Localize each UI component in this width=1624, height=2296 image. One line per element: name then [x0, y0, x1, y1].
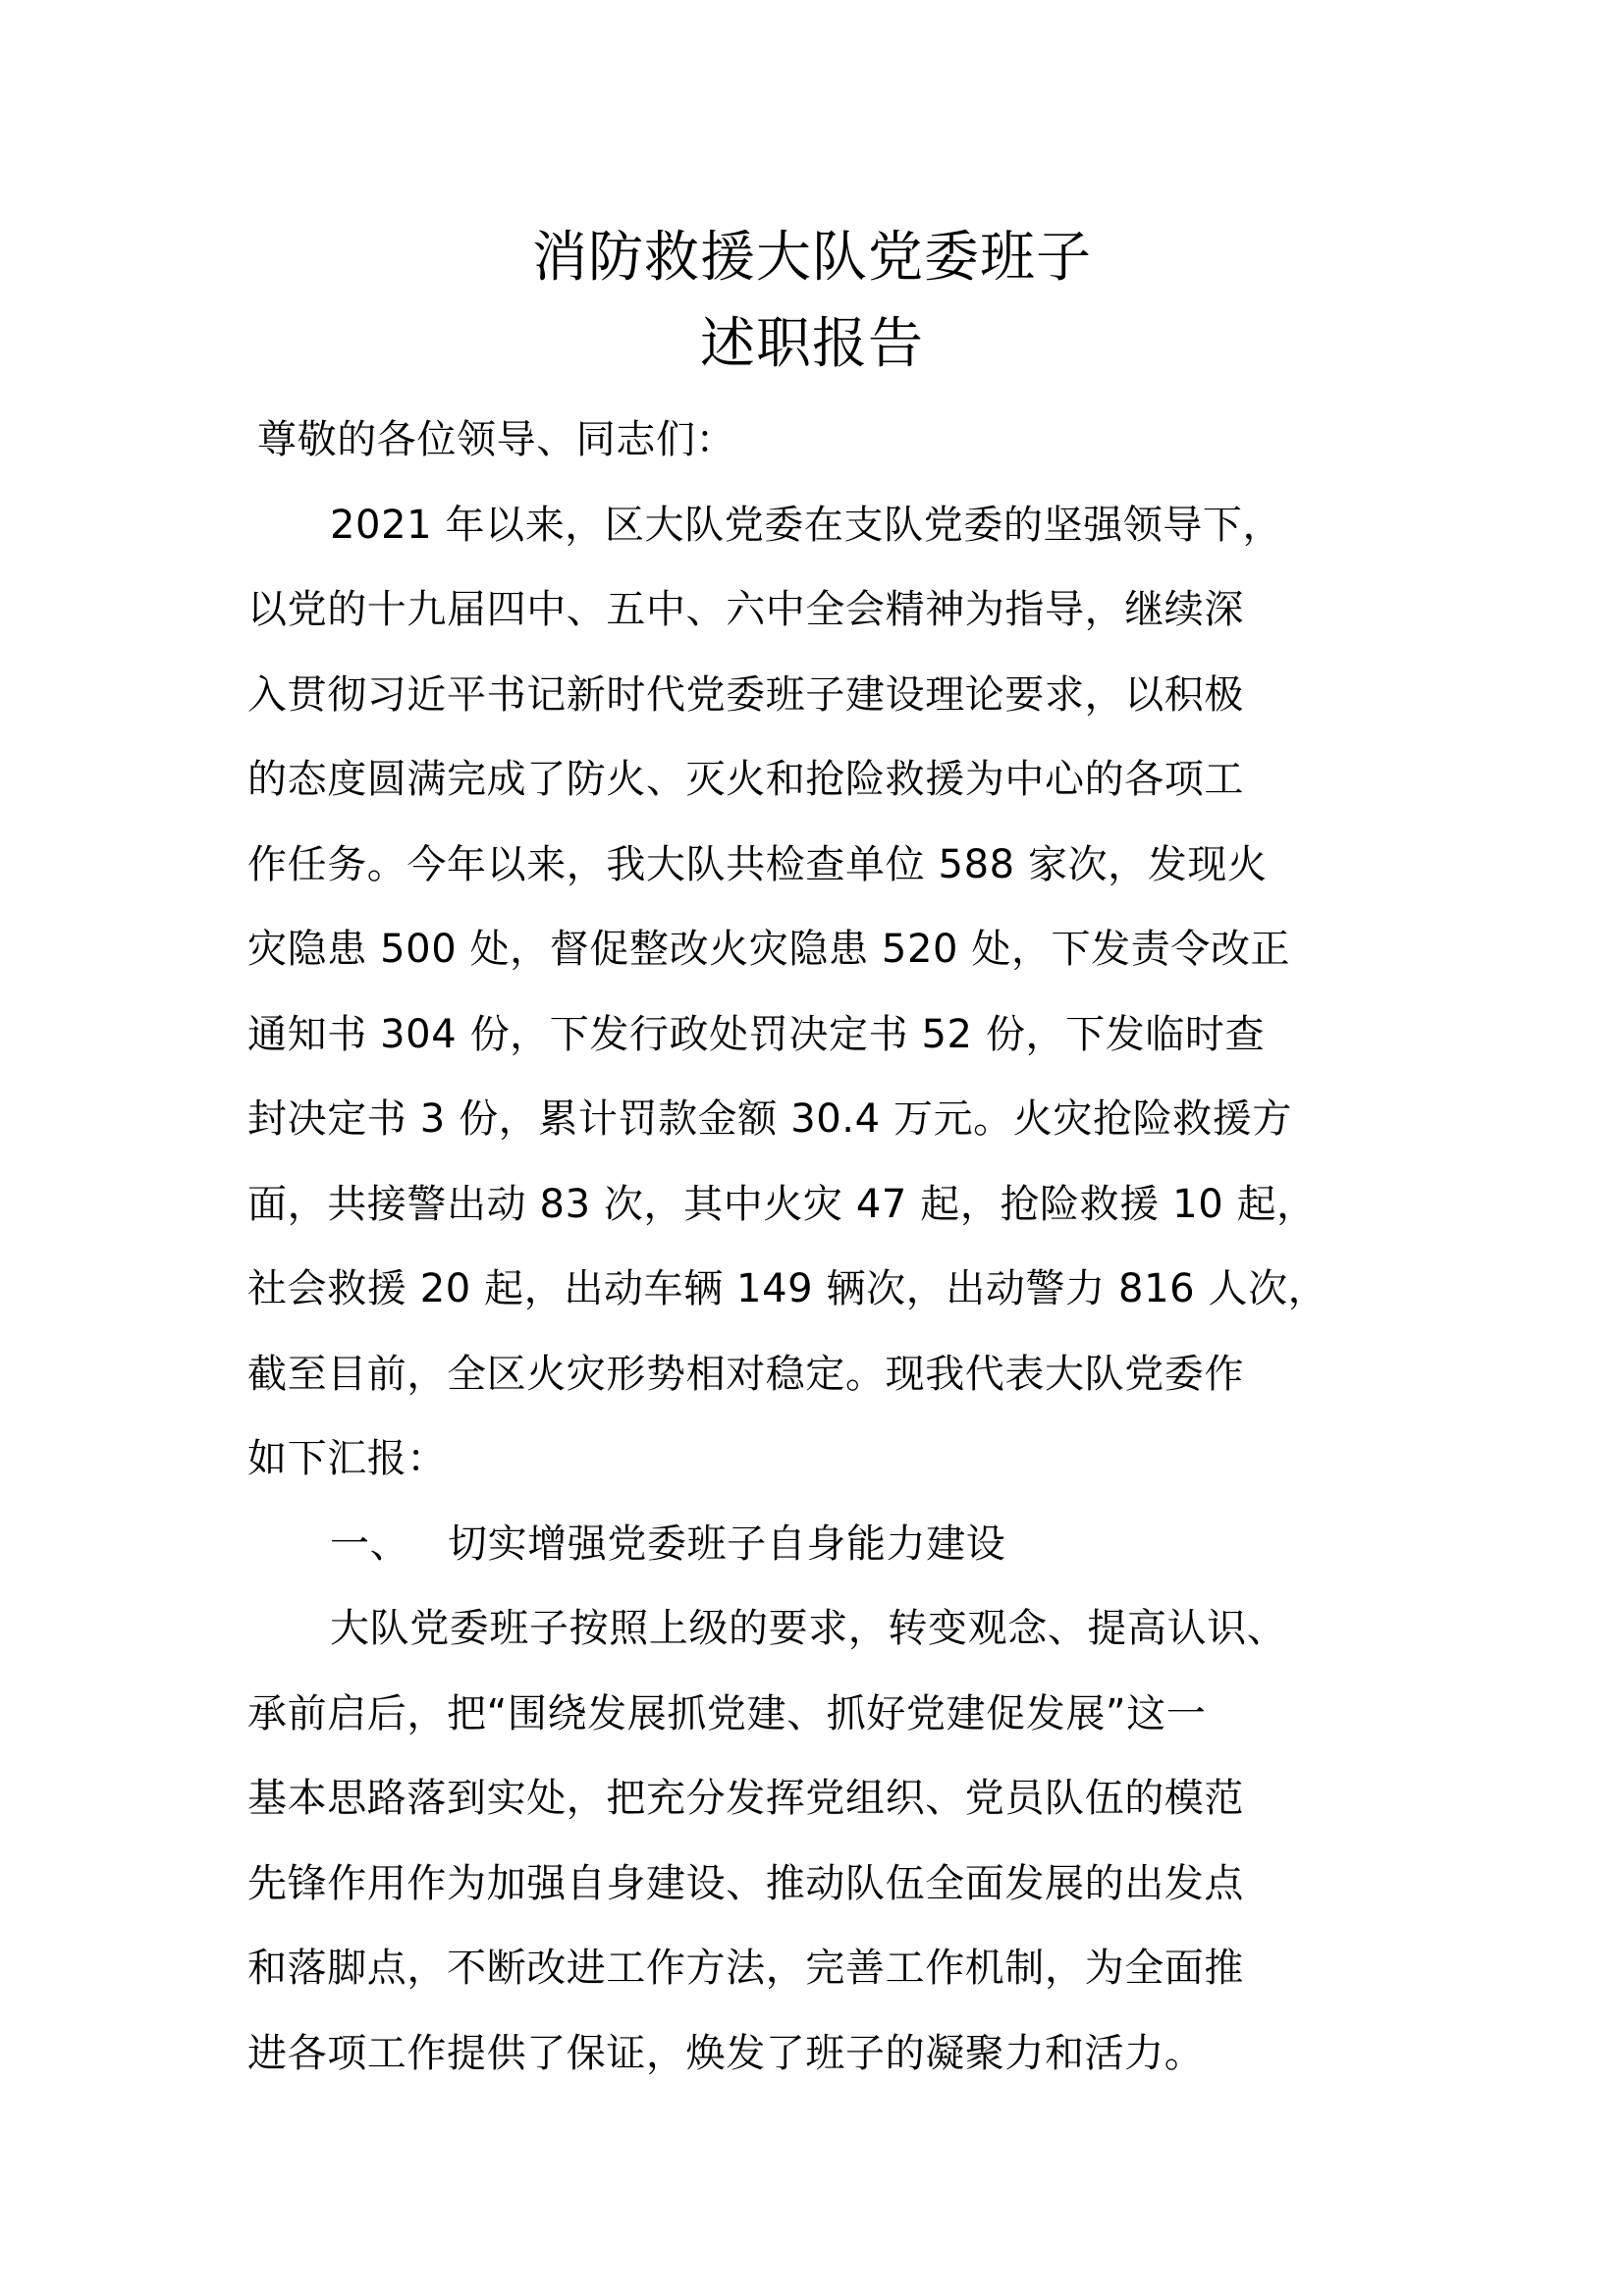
paragraph2-line: 承前启后，把“围绕发展抓党建、抓好党建促发展”这一: [247, 1690, 1207, 1736]
paragraph1-line: 以党的十九届四中、五中、六中全会精神为指导，继续深: [247, 587, 1244, 632]
salutation: 尊敬的各位领导、同志们：: [257, 417, 736, 462]
paragraph1-line: 社会救援 20 起，出动车辆 149 辆次，出动警力 816 人次，: [247, 1266, 1328, 1311]
section-heading-text: 切实增强党委班子自身能力建设: [448, 1521, 1006, 1567]
document-title-line1: 消防救援大队党委班子: [532, 226, 1092, 290]
paragraph2-line: 先锋作用作为加强自身建设、推动队伍全面发展的出发点: [247, 1860, 1244, 1906]
paragraph2-line: 进各项工作提供了保证，焕发了班子的凝聚力和活力。: [247, 2030, 1205, 2076]
paragraph1-line: 2021 年以来，区大队党委在支队党委的坚强领导下，: [330, 502, 1283, 548]
paragraph2-line: 和落脚点，不断改进工作方法，完善工作机制，为全面推: [247, 1946, 1244, 1991]
paragraph1-line: 的态度圆满完成了防火、灭火和抢险救援为中心的各项工: [247, 757, 1244, 802]
paragraph1-line: 封决定书 3 份，累计罚款金额 30.4 万元。火灾抢险救援方: [247, 1096, 1292, 1142]
document-title-line2: 述职报告: [700, 312, 924, 376]
paragraph2-line: 基本思路落到实处，把充分发挥党组织、党员队伍的模范: [247, 1776, 1244, 1821]
paragraph1-line: 通知书 304 份，下发行政处罚决定书 52 份，下发临时查: [247, 1011, 1266, 1057]
section-number: 一、: [330, 1521, 410, 1567]
paragraph1-line: 截至目前，全区火灾形势相对稳定。现我代表大队党委作: [247, 1351, 1244, 1397]
paragraph1-line: 作任务。今年以来，我大队共检查单位 588 家次，发现火: [247, 841, 1268, 887]
paragraph1-line: 入贯彻习近平书记新时代党委班子建设理论要求，以积极: [247, 671, 1244, 718]
paragraph1-line: 面，共接警出动 83 次，其中火灾 47 起，抢险救援 10 起，: [247, 1181, 1317, 1227]
paragraph1-line: 灾隐患 500 处，督促整改火灾隐患 520 处，下发责令改正: [247, 927, 1291, 972]
paragraph1-line: 如下汇报：: [247, 1436, 447, 1481]
section-heading: [247, 1502, 1388, 1587]
paragraph2-line: 大队党委班子按照上级的要求，转变观念、提高认识、: [330, 1606, 1287, 1651]
document-body: [247, 398, 1388, 2096]
